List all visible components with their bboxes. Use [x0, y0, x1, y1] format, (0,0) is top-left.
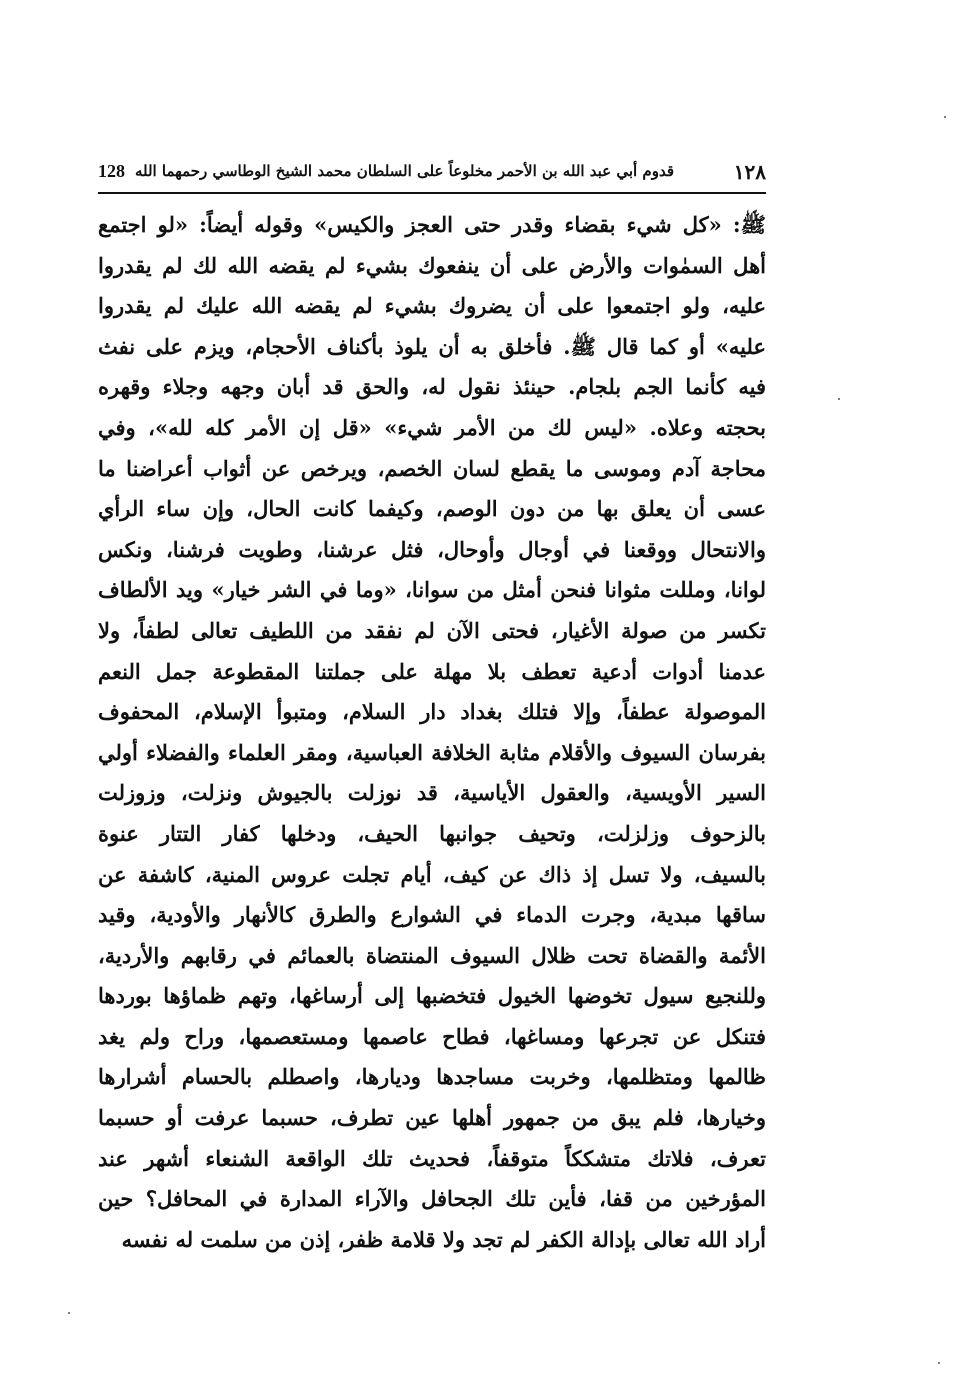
running-title: قدوم أبي عبد الله بن الأحمر مخلوعاً على السلطان محمد الشيخ الوطاسي رحمهما الله	[134, 162, 674, 180]
text-line: بالسيف، ولا تسل إذ ذاك عن كيف، أيام تجلت عروس المنية، كاشفة عن	[98, 861, 766, 887]
text-line: فيه كأنما الجم بلجام. حينئذ نقول له، والحق قد أبان وجهه وجلاء وقهره	[98, 374, 766, 400]
text-line: بالزحوف وزلزلت، وتحيف جوانبها الحيف، ودخلها كفار التتار عنوة	[98, 820, 766, 846]
text-line: عليه، ولو اجتمعوا على أن يضروك بشيء لم يقضه الله عليك لم يقدروا	[98, 293, 766, 319]
text-line: لوانا، ومللت مثوانا فنحن أمثل من سوانا، «وما في الشر خيار» ويد الألطاف	[98, 577, 766, 603]
text-line: عليه» أو كما قال ﷺ. فأخلق به أن يلوذ بأكناف الأحجام، ويزم على نفث	[98, 333, 766, 359]
text-line: الأئمة والقضاة تحت ظلال السيوف المنتضاة بالعمائم في رقابهم والأردية،	[98, 942, 766, 968]
page-number-arabic: ١٢٨	[733, 160, 766, 184]
body-text	[98, 205, 766, 1260]
text-line: وخيارها، فلم يبق من جمهور أهلها عين تطرف، حسبما عرفت أو حسبما	[98, 1105, 766, 1131]
text-line: ظالمها ومتظلمها، وخربت مساجدها وديارها، واصطلم بالحسام أشرارها	[98, 1064, 766, 1090]
text-line: بفرسان السيوف والأقلام مثابة الخلافة العباسية، ومقر العلماء والفضلاء أولي	[98, 739, 766, 765]
page-number-latin: 128	[98, 161, 125, 181]
text-line: تعرف، فلاتك متشككاً متوقفاً، فحديث تلك الواقعة الشنعاء أشهر عند	[98, 1145, 766, 1171]
scan-speck	[938, 1362, 940, 1364]
scan-speck	[838, 398, 840, 400]
text-line: فتنكل عن تجرعها ومساغها، فطاح عاصمها ومستعصمها، وراح ولم يغد	[98, 1023, 766, 1049]
text-line: ﷺ: «كل شيء بقضاء وقدر حتى العجز والكيس» وقوله أيضاً: «لو اجتمع	[98, 212, 766, 237]
text-line: عدمنا أدوات أدعية تعطف بلا مهلة على جملتنا المقطوعة جمل النعم	[98, 658, 766, 684]
text-line: ساقها مبدية، وجرت الدماء في الشوارع والطرق كالأنهار والأودية، وقيد	[98, 902, 766, 928]
text-line: محاجة آدم وموسى ما يقطع لسان الخصم، ويرخص عن أثواب أعراضنا ما	[98, 455, 766, 481]
text-line: والانتحال ووقعنا في أوجال وأوحال، فثل عرشنا، وطويت فرشنا، ونكس	[98, 536, 766, 562]
text-line: بحجته وعلاه. «ليس لك من الأمر شيء» «قل إن الأمر كله لله»، وفي	[98, 414, 766, 440]
text-line: وللنجيع سيول تخوضها الخيول فتخضبها إلى أرساغها، وتهم ظماؤها بوردها	[98, 983, 766, 1009]
text-line: المؤرخين من قفا، فأين تلك الجحافل والآراء المدارة في المحافل؟ حين	[98, 1186, 766, 1212]
text-line: عسى أن يعلق بها من دون الوصم، وكيفما كانت الحال، وإن ساء الرأي	[98, 496, 766, 522]
text-line: أهل السمٰوات والأرض على أن ينفعوك بشيء لم يقضه الله لك لم يقدروا	[98, 252, 766, 278]
running-header	[98, 158, 766, 192]
header-rule	[98, 192, 766, 194]
text-line: أراد الله تعالى بإدالة الكفر لم تجد ولا قلامة ظفر، إذن من سلمت له نفسه	[121, 1226, 766, 1252]
text-line: السير الأويسية، والعقول الأياسية، قد نوزلت بالجيوش ونزلت، وزوزلت	[98, 780, 766, 806]
scan-speck	[68, 1312, 70, 1314]
text-line: الموصولة عطفاً، وإلا فتلك بغداد دار السلام، ومتبوأ الإسلام، المحفوف	[98, 699, 766, 725]
text-line: تكسر من صولة الأغيار، فحتى الآن لم نفقد من اللطيف تعالى لطفاً، ولا	[98, 617, 766, 643]
scan-speck	[944, 116, 946, 118]
